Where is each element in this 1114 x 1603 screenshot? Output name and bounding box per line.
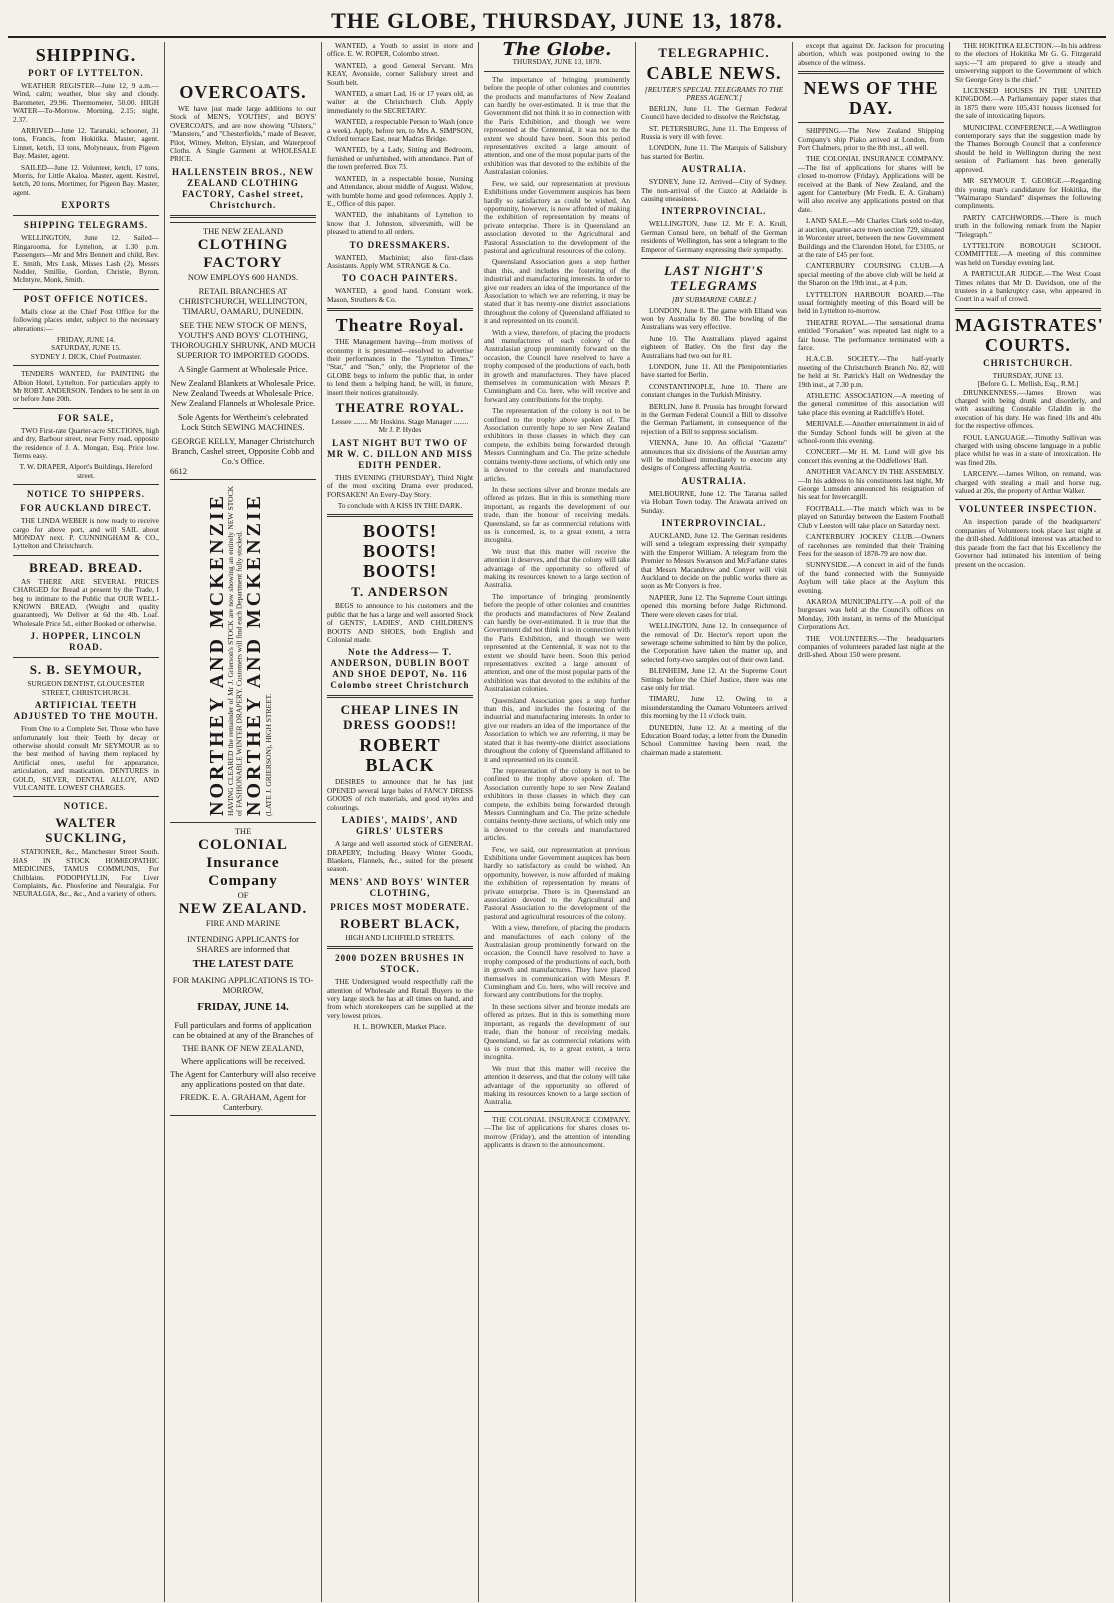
postmaster: SYDNEY J. DICK, Chief Postmaster.: [30, 351, 142, 361]
telegram: CONSTANTINOPLE, June 10. There are constant changes in the Turkish Ministry.: [641, 381, 787, 400]
hopper-signature: J. HOPPER, LINCOLN ROAD.: [30, 631, 142, 653]
nzcf-wholesale: A Single Garment at Wholesale Price.: [178, 363, 308, 374]
seymour-sub: SURGEON DENTIST, GLOUCESTER STREET, CHRISTCHURCH.: [27, 679, 145, 697]
news-item: LYTTELTON BOROUGH SCHOOL COMMITTEE.—A meeting of this committee was held on Tuesday evening last.: [955, 240, 1101, 267]
editorial-para: Few, we said, our representation at previous Exhibitions under Government auspices has been hardly so satisfactory as could be wished. An opportunity, however, is now afforded of making the exhibition of representation by means of private enterprise. There is in Queensland an association devoted to the Agricultural and Pastoral Association to the development of the pastoral and agricultural resources of the colony.: [484, 178, 630, 255]
divider: [13, 289, 159, 290]
editorial-date: THURSDAY, JUNE 13, 1878.: [512, 57, 602, 67]
saturday-mail: SATURDAY, JUNE 15.: [51, 343, 121, 353]
cheap-lines-heading: CHEAP LINES IN DRESS GOODS!!: [340, 702, 460, 733]
dressmakers-heading: TO DRESSMAKERS.: [349, 239, 451, 250]
telegram: TIMARU, June 12. Owing to a misunderstanding the Oamaru Volunteers arrived this morning by the 11 o'clock train.: [641, 694, 787, 721]
draper-signature: T. W. DRAPER, Alport's Buildings, Hereford street.: [19, 462, 153, 480]
anderson-address: Note the Address— T. ANDERSON, DUBLIN BOOT AND SHOE DEPOT, No. 116 Colombo street Christchurch: [330, 647, 470, 691]
sailed: SAILED—June 12. Volunteer, ketch, 17 tons, Morris, for Little Akaloa. Master, agent. Kestrel, ketch, 20 tons, Mortimer, for Pigeon Bay. Master, agent.: [13, 162, 159, 197]
news-item: LYTTELTON HARBOUR BOARD.—The usual fortnightly meeting of this Board will be held in Lyttelton to-morrow.: [798, 289, 944, 316]
divider: [13, 796, 159, 797]
suckling-name: WALTER SUCKLING,: [45, 815, 127, 846]
divider: [327, 946, 473, 949]
brushes-heading: 2000 DOZEN BRUSHES IN STOCK.: [335, 953, 465, 975]
seymour-name: S. B. SEYMOUR,: [29, 662, 143, 678]
telegram: NAPIER, June 12. The Supreme Court sittings opened this morning before Judge Richmond. There were eleven cases for trial.: [641, 592, 787, 619]
news-item: THE VOLUNTEERS.—The headquarters companies of volunteers paraded last night at the drill-shed. About 150 were present.: [798, 633, 944, 660]
nzcf-stock: SEE THE NEW STOCK OF MEN'S, YOUTH'S AND BOYS' CLOTHING, THOROUGHLY SHRUNK, AND MUCH SUPERIOR TO IMPORTED GOODS.: [170, 319, 316, 360]
telegram: MELBOURNE, June 12. The Tararua sailed via Hobart Town today. The Arawata arrived on Sunday.: [641, 488, 787, 515]
anderson-text: BEGS to announce to his customers and the public that he has a large and well assorted Stock of GENTS', LADIES', AND CHILDREN'S BOOTS AND SHOES, both English and Colonial made.: [327, 601, 473, 645]
news-item: MUNICIPAL CONFERENCE.—A Wellington contemporary says that the suggestion made by the Thames Borough Council that a conference should be held in Wellington during the next session of Parliament has been generally approved.: [955, 122, 1101, 174]
colonial-latest-date: THE LATEST DATE: [192, 957, 294, 970]
divider: [13, 215, 159, 216]
colonial-insurance-company: Insurance Company: [206, 854, 280, 889]
wanted-ad: WANTED, a good General Servant. Mrs KEAY, Avonside, corner Salisbury street and South belt.: [327, 60, 473, 87]
nzcf-line3: NOW EMPLOYS 600 HANDS.: [187, 271, 299, 282]
overcoats-text: WE have just made large additions to our Stock of MEN'S, YOUTHS', and BOYS' OVERCOATS, and are now showing "Ulsters," "Mansters," and "Chesterfields," made of Beaver, Pilot, Witney, Melton, Elysian, and Waterproof Cloths. A Single Garment at WHOLESALE PRICE.: [170, 104, 316, 164]
robert-black-signature: ROBERT BLACK,: [340, 915, 460, 931]
wanted-ad: WANTED, a Youth to assist in store and office. E. W. ROPER, Colombo street.: [327, 42, 473, 59]
column-courts: [950, 42, 1106, 1602]
theatre-notice: THE Management having—from motives of economy it is presumed—resolved to advertise their performances in the "Lyttelton Times," "Star," and "Sun," only, the Proprietor of the GLOBE begs to inform the public that, in order to lend them a helping hand, he will, in future, insert their notices gratuitously.: [327, 337, 473, 397]
editorial-para: Queensland Association goes a step further than this, and includes the fostering of the industrial and manufacturing interests. In order to give our readers an idea of the importance of the Association to which we are referring, it may be stated that it has twenty-one district associations throughout the colony of Queensland affiliated to it and represented on its council.: [484, 257, 630, 326]
colonial-friday: FRIDAY, JUNE 14.: [197, 1000, 289, 1013]
tenders-ad: TENDERS WANTED, for PAINTING the Albion Hotel, Lyttelton. For particulars apply to Mr ROBT. ANDERSON. Tenders to be sent in on or before June 20th.: [13, 369, 159, 404]
prices-moderate: PRICES MOST MODERATE.: [330, 901, 470, 912]
robert-black-heading: ROBERT BLACK: [359, 735, 441, 776]
news-item: MR SEYMOUR T. GEORGE.—Regarding this young man's candidature for Hokitika, the "Waimarapo Standard" dispenses the following compliments.: [955, 176, 1101, 211]
wanted-ad: WANTED, in a respectable house, Nursing and Attendance, about middle of August. Widow, with humble home and good references. Apply J. E., Office of this paper.: [327, 173, 473, 208]
northey-late: (LATE J. GRIERSON), HIGH STREET.: [263, 693, 273, 816]
news-item: THEATRE ROYAL.—The sensational drama entitled "Forsaken" was repeated last night to a fair house. The performance terminated with a farce.: [798, 317, 944, 352]
overcoats-heading: OVERCOATS.: [179, 82, 307, 102]
telegram: AUCKLAND, June 12. The German residents will send a telegram expressing their sympathy with the Emperor William. A telegram from the Premier to Messrs Swanson and McFarlane states that Messrs Macandrew and Conyer will visit Auckland to decide on the public works there as soon as Mr Conyers is free.: [641, 531, 787, 591]
news-item: MERIVALE.—Another entertainment in aid of the Sunday School funds will be given at the school-room this evening.: [798, 419, 944, 446]
divider: [798, 122, 944, 123]
christchurch-heading: CHRISTCHURCH.: [983, 357, 1073, 368]
northey-title-2: NORTHEY AND MCKENZIE: [243, 492, 266, 816]
submarine-line: [BY SUBMARINE CABLE.]: [671, 295, 757, 305]
divider: [13, 365, 159, 366]
theatre-royal: THEATRE ROYAL.: [335, 400, 465, 415]
divider: [170, 215, 316, 218]
telegrams-heading: SHIPPING TELEGRAMS.: [23, 220, 149, 231]
anderson-name: T. ANDERSON: [351, 584, 449, 600]
divider: [798, 71, 944, 74]
bowker-signature: H. L. BOWKER, Market Place.: [353, 1022, 447, 1032]
colonial-of: OF: [237, 889, 249, 900]
nzcf-kelly: GEORGE KELLY, Manager Christchurch Branch, Cashel street, Opposite Cobb and Co.'s Office.: [171, 435, 315, 466]
nzcf-number: 6612: [170, 465, 187, 476]
telegram: June 10. The Australians played against eighteen of Batley. On the first day the Australians had two out for 81.: [641, 333, 787, 360]
divider: [484, 1111, 630, 1112]
column-wanted: [322, 42, 479, 1602]
robert-black-text: DESIRES to announce that he has just OPENED several large bales of FANCY DRESS GOODS of rich materials, and good styles and colourings.: [327, 777, 473, 812]
news-item: THE HOKITIKA ELECTION.—In his address to the electors of Hokitika Mr G. G. Fitzgerald says:—"I am prepared to give a steady and unswerving support to the Government of which Sir George Grey is the chief.": [955, 42, 1102, 84]
news-item: ANOTHER VACANCY IN THE ASSEMBLY.—In his address to his constituents last night, Mr George Lumsden announced his resignation of his seat for Invercargill.: [798, 467, 944, 502]
colonial-nz: NEW ZEALAND.: [178, 900, 308, 917]
editorial-para: Queensland Association goes a step further than this, and includes the fostering of the industrial and manufacturing interests. In order to give our readers an idea of the importance of the Association to which we are referring, it may be stated that it has twenty-one district associations throughout the colony of Queensland affiliated to it and represented on its council.: [484, 695, 630, 764]
mens-clothing: MENS' AND BOYS' WINTER CLOTHING,: [329, 876, 471, 898]
editorial-para: The importance of bringing prominently before the people of other colonies and countries the products and manufactures of New Zealand can hardly be over-estimated. It is true that the Government did not think it so in connection with the Paris Exhibition, and though we were represented at the Centennial, it was not to the extent we should have been. Soon this period representatives excited a large amount of attention, and one of the most popular parts of the exhibition was that devoted to the exhibits of the Australasian colonies.: [484, 74, 630, 177]
theatre-lessee: Lessee ........ Mr Hoskins. Stage Manager ........ Mr J. P. Hydes: [331, 417, 469, 435]
columns: [8, 42, 1106, 1602]
news-item: H.A.C.B. SOCIETY.—The half-yearly meeting of the Christchurch Branch No. 82, will be held at St. Patrick's Hall on Wednesday the 19th inst., at 7.30 p.m.: [798, 354, 944, 389]
telegram: LONDON, June 8. The game with Elland was won by Australia by 80. The bowling of the Australians was very effective.: [641, 305, 787, 332]
northey-mckenzie-ad: [170, 486, 316, 816]
colonial-where: Where applications will be received.: [180, 1055, 306, 1066]
editorial-para: In these sections silver and bronze medals are offered as prizes. But in this is something more important, as regards the development of our trade, than the honour of receiving medals. Queensland, so far as commercial relations with us is concerned, is, to a great extent, a terra incognita.: [484, 1001, 630, 1062]
colonial-fire-marine: FIRE AND MARINE: [205, 917, 281, 928]
news-item: LICENSED HOUSES IN THE UNITED KINGDOM.—A Parliamentary paper states that in 1875 there were 105,431 houses licensed for the sale of intoxicating liquors.: [955, 86, 1101, 121]
news-item: LAND SALE.—Mr Charles Clark sold to-day, at auction, quarter-acre town section 729, situated in Worcester street, between the new Government Buildings and the Clarendon Hotel, for £3105, or at the rate of £45 per foot.: [798, 216, 944, 259]
nzcf-line1: THE NEW ZEALAND: [202, 225, 284, 236]
colonial-making: FOR MAKING APPLICATIONS IS TO-MORROW,: [172, 974, 314, 995]
volunteer-text: An inspection parade of the headquarters' companies of Volunteers took place last night at the drill-shed. Additional interest was attached to this parade from the fact that his Excellency the Governor had intimated his intention of being present on the occasion.: [955, 517, 1101, 569]
boots-heading: BOOTS! BOOTS! BOOTS!: [362, 521, 438, 582]
news-item: FOOTBALL.—The match which was to be played on Saturday between the Eastern Football Club v Leeston will take place on Saturday next.: [798, 503, 944, 530]
divider: [13, 657, 159, 658]
teeth-text: From One to a Complete Set. Those who have unfortunately lost their Teeth by decay or otherwise should consult Mr SEYMOUR as to the best method of having them replaced by Artificial ones, useful for appearance, articulation, and mastication. DENTURES in GOLD, SILVER, DENTAL ALLOY, AND VULCANITE. LOWEST CHARGES.: [13, 724, 159, 792]
telegram: VIENNA, June 10. An official "Gazette" announces that six divisions of the Austrian army will be mobilised immediately to execute any designs of Congress affecting Austria.: [641, 438, 787, 473]
shipping-telegrams: WELLINGTON, June 12. Sailed—Ringarooma, for Lyttelton, at 1.30 p.m. Passengers—Mr and Mrs Bennett and child, Rev. E. Smith, Mrs Lusk, Misses Lash (2), Messrs Nodder, Smillie, Gordon, Christie, Byron, McIntyre, Monk, Smith.: [13, 233, 159, 285]
divider: [641, 258, 787, 259]
news-item: CANTERBURY COURSING CLUB.—A special meeting of the above club will be held at the Sharon on the 19th inst., at 4 p.m.: [798, 261, 944, 288]
shippers-heading: NOTICE TO SHIPPERS.: [27, 489, 145, 500]
editorial-para: We trust that this matter will receive the attention it deserves, and that the colony will take advantage of the opportunity so offered of making its resources known to a large section of Australia.: [484, 1063, 630, 1107]
news-item: ATHLETIC ASSOCIATION.—A meeting of the general committee of this association will take place this evening at Radcliffe's Hotel.: [798, 391, 944, 417]
interprovincial-heading: INTERPROVINCIAL.: [661, 206, 767, 217]
column-shipping: [8, 42, 165, 1602]
news-item: SUNNYSIDE.—A concert in aid of the funds of the band connected with the Sunnyside Asylum will take place at the Asylum this evening.: [798, 560, 944, 595]
brushes-text: THE Undersigned would respectfully call the attention of Wholesale and Retail Buyers to the very large stock he has at all times on hand, and from which storekeepers can be supplied at the very lowest prices.: [327, 977, 473, 1020]
divider: [955, 308, 1101, 311]
ladies-ulsters: LADIES', MAIDS', AND GIRLS' ULSTERS: [341, 815, 459, 837]
nzcf-agents: Sole Agents for Wertheim's celebrated Lock Stitch SEWING MACHINES.: [177, 411, 309, 432]
theatre-evening: THIS EVENING (THURSDAY), Third Night of the most exciting Drama ever produced, FORSAKEN! An Every-Day Story.: [327, 472, 473, 499]
editorial-para: Few, we said, our representation at previous Exhibitions under Government auspices has been hardly so satisfactory as could be wished. An opportunity, however, is now afforded of making the exhibition of representation by means of private enterprise. There is in Queensland an association devoted to the Agricultural and Pastoral Association to the development of the pastoral and agricultural resources of the colony.: [484, 844, 630, 921]
colonial-bank: THE BANK OF NEW ZEALAND,: [182, 1042, 304, 1053]
telegraphic-heading: TELEGRAPHIC.: [658, 45, 770, 60]
coach-text: WANTED, a good hand. Constant work. Mason, Struthers & Co.: [327, 286, 473, 304]
telegram: LONDON, June 11. The Marquis of Salisbury has started for Berlin.: [641, 143, 787, 161]
post-office-heading: POST OFFICE NOTICES.: [23, 293, 149, 304]
hallenstein-signature: HALLENSTEIN BROS., NEW ZEALAND CLOTHING FACTORY, Cashel street, Christchurch.: [171, 166, 315, 210]
editorial-para: With a view, therefore, of placing the products and manufactures of each colony of the Australasian group prominently forward on the occasion, the Council have resolved to have a trophy composed of the productions of each, both in growth and manufactures. They have placed themselves in communication with Messrs P. Cunningham and Co. here, who will receive and forward any contributions for the trophy.: [484, 327, 630, 404]
column-telegraphic: [636, 42, 793, 1602]
news-item: A PARTICULAR JUDGE.—The West Coast Times relates that Mr D. Davidson, one of the trustees in a bankruptcy case, who appeared in Court in a waif of crowd.: [955, 269, 1101, 304]
notice-heading: NOTICE.: [63, 801, 109, 812]
masthead: THE GLOBE, THURSDAY, JUNE 13, 1878.: [8, 6, 1106, 38]
colonial-agent-text: The Agent for Canterbury will also receive any applications posted on that date.: [170, 1068, 316, 1089]
colonial-title: COLONIAL: [198, 836, 288, 853]
theatre-last-night: LAST NIGHT BUT TWO OF MR W. C. DILLON AND MISS EDITH PENDER.: [327, 437, 473, 470]
telegram: BLENHEIM, June 12. At the Supreme Court Sittings before the Chief Justice, there was one case only for trial.: [641, 666, 787, 692]
weather-register: WEATHER REGISTER—June 12, 9 a.m.—Wind, calm; weather, blue sky and cloudy. Barometer, 29.96. Thermometer, 50.00. HIGH WATER—To-Morrow. Morning, 2.15; night, 2.37.: [13, 81, 159, 124]
telegram: SYDNEY, June 12. Arrived—City of Sydney. The non-arrival of the Cuzco at Adelaide is causing uneasiness.: [641, 177, 787, 204]
court-case: DRUNKENNESS.—James Brown was charged with being drunk and disorderly, and with assaulting Constable Gladdin in the execution of his duty. He was fined 10s and 40s for the respective offences.: [955, 387, 1101, 431]
theatre-heading: Theatre Royal.: [335, 315, 465, 336]
colonial-the: THE: [234, 825, 252, 836]
news-item: AKAROA MUNICIPALITY.—A poll of the burgesses was held at the Council's offices on Monday, 10th instant, in terms of the Municipal Corporations Act.: [798, 596, 944, 632]
bread-heading: BREAD. BREAD.: [29, 559, 143, 575]
news-item: PARTY CATCHWORDS.—There is much truth in the following remark from the Napier "Telegraph.": [955, 212, 1101, 239]
news-item: CANTERBURY JOCKEY CLUB.—Owners of racehorses are reminded that their Training Fees for the season of 1878-79 are now due.: [798, 532, 944, 558]
for-sale-heading: FOR SALE,: [57, 412, 114, 423]
for-sale-text: TWO First-rate Quarter-acre SECTIONS, high and dry, Barbour street, near Ferry road, opposite the residence of J. A. Mongan, Esq. Price low. Terms easy.: [13, 425, 159, 460]
telegram: WELLINGTON, June 12. In consequence of the removal of Dr. Hector's report upon the sewerage scheme submitted to him by the police, the Corporation have taken the matter up, and selected forty-two samples out of their own land.: [641, 621, 787, 664]
telegram: BERLIN, June 11. The German Federal Council have decided to dissolve the Reichstag.: [641, 103, 787, 122]
editorial-title: The Globe.: [502, 42, 612, 60]
telegram: WELLINGTON, June 12. Mr F. A. Krull, German Consul here, on behalf of the German residents of Wellington, has sent a telegram to the Emperor of Germany expressing their sympathy.: [641, 219, 787, 254]
australia-heading-2: AUSTRALIA.: [681, 475, 747, 486]
general-drapery: A large and well assorted stock of GENERAL DRAPERY, Including Heavy Winter Goods, Blankets, Flannels, &c., suited for the present season.: [327, 839, 473, 874]
dressmakers-text: WANTED, Machinist; also first-class Assistants. Apply WM. STRANGE & Co.: [327, 252, 473, 270]
volunteer-heading: VOLUNTEER INSPECTION.: [958, 504, 1098, 515]
northey-title-1: NORTHEY AND MCKENZIE: [205, 492, 228, 816]
editorial-para: The representation of the colony is not to be confined to the trophy above spoken of. The Association currently hope to see New Zealand exhibitors in those classes in which they can compete, the exhibits being forwarded through Messrs Cunningham and Co. The prize schedule contains twenty-three sections, of which only one is devoted to the cereals and manufactured articles.: [484, 765, 630, 843]
column-ads-left: [165, 42, 322, 1602]
last-night-heading: LAST NIGHT'S TELEGRAMS: [664, 263, 764, 294]
divider: [13, 555, 159, 556]
telegram: ST. PETERSBURG, June 11. The Empress of Russia is very ill with fever.: [641, 123, 787, 142]
wanted-ad: WANTED, by a Lady, Sitting and Bedroom, furnished or unfurnished, with attendance. Part of the town preferred. Box 73.: [327, 145, 473, 172]
column-editorial: [479, 42, 636, 1602]
court-date: THURSDAY, JUNE 13.: [992, 370, 1064, 380]
auckland-heading: FOR AUCKLAND DIRECT.: [20, 503, 152, 514]
bread-text: AS THERE ARE SEVERAL PRICES CHARGED for Bread at present by the Trade, I beg to intimate to the Public that OUR WELL-KNOWN BREAD, (Weight and quality guaranteed), We Deliver at 6d the 4lb. Loaf. Wholesale Price 5d., either Booked or otherwise.: [13, 576, 159, 628]
northey-side-text: HAVING CLEARED the remainder of Mr J. Grierson's STOCK are now showing an entirely NEW STOCK of FASHIONABLE WINTER DRAPERY. Customers will find each Department fully stocked.: [226, 485, 244, 816]
court-case: LARCENY.—James Wilton, on remand, was charged with stealing a mail and horse rug, valued at 20s, the property of Arthur Walker.: [955, 469, 1101, 496]
colonial-graham: FREDK. E. A. GRAHAM, Agent for Canterbury.: [180, 1091, 306, 1112]
coach-heading: TO COACH PAINTERS.: [342, 273, 458, 284]
news-intro: except that against Dr. Jackson for procuring abortion, which was postponed owing to the absence of the witness.: [798, 42, 944, 67]
nzcf-retail: RETAIL BRANCHES AT CHRISTCHURCH, WELLINGTON, TIMARU, OAMARU, DUNEDIN.: [179, 285, 307, 316]
post-office-text: Mails close at the Chief Post Office for the following places under, subject to the necessary alterations:—: [13, 306, 159, 333]
telegram: DUNEDIN, June 12. At a meeting of the Education Board today, a letter from the Dunedin School Committee having been read, the chairman made a statement.: [641, 722, 787, 757]
friday-mail: FRIDAY, JUNE 14.: [57, 334, 115, 344]
divider: [13, 484, 159, 485]
divider: [955, 499, 1101, 500]
divider: [327, 514, 473, 517]
wanted-ad: WANTED, a respectable Person to Wash (once a week). Apply, before ten, to Mrs A. SIMPSON, Oxford terrace East, near Madras Bridge.: [327, 117, 473, 144]
nzcf-line2: CLOTHING FACTORY: [197, 236, 289, 271]
divider: [484, 71, 630, 72]
editorial-para: We trust that this matter will receive the attention it deserves, and that the colony will take advantage of the opportunity so offered of making its resources known to a large section of Australia.: [484, 546, 630, 590]
port-heading: PORT OF LYTTELTON.: [28, 68, 144, 78]
divider: [327, 308, 473, 311]
nz-clothing-factory-ad: [170, 222, 316, 480]
australia-heading: AUSTRALIA.: [681, 164, 747, 175]
news-item: CONCERT.—Mr H. M. Lund will give his concert this evening at the Oddfellows' Hall.: [798, 447, 944, 465]
auckland-text: THE LINDA WEBER is now ready to receive cargo for above port, and will SAIL about MONDAY next. P. CUNNINGHAM & CO., Lyttelton and Christchurch.: [13, 516, 159, 551]
robert-black-address: HIGH AND LICHFIELD STREETS.: [345, 932, 455, 942]
colonial-forms: Full particulars and forms of application can be obtained at any of the Branches of: [172, 1019, 314, 1040]
magistrates-heading: MAGISTRATES' COURTS.: [955, 314, 1104, 355]
suckling-text: STATIONER, &c., Manchester Street South. HAS IN STOCK HOMŒOPATHIC MEDICINES, TAMUS COMMUNIS, For Chilblains. PODOPHYLLIN, For Liver Complaints, &c. Phosferine and Neuralgia. For NEURALGIA, &c., &c., And a variety of others.: [13, 847, 159, 899]
divider: [13, 408, 159, 409]
colonial-intending: INTENDING APPLICANTS for SHARES are informed that: [187, 933, 299, 954]
teeth-heading: ARTIFICIAL TEETH ADJUSTED TO THE MOUTH.: [13, 700, 159, 722]
court-before: [Before G. L. Mellish, Esq., R.M.]: [977, 379, 1079, 389]
nzcf-blankets: New Zealand Blankets at Wholesale Price. New Zealand Tweeds at Wholesale Price. New Zealand Flannels at Wholesale Price.: [170, 377, 316, 408]
news-item: THE COLONIAL INSURANCE COMPANY.—The list of applications for shares will be closed to-morrow (Friday). Applications will be received at the Bank of New Zealand, and the agent for Canterbury (Mr Fredk. E. A. Graham) will also receive any applications posted on that date.: [798, 154, 944, 214]
wanted-ad: WANTED, a smart Lad, 16 or 17 years old, as waiter at the Christchurch Club. Apply immediately to the SECRETARY.: [327, 89, 473, 115]
colonial-insurance-ad: [170, 822, 316, 1116]
insurance-note: THE COLONIAL INSURANCE COMPANY.—The list of applications for shares closes to-morrow (Friday), and the attention of intending applicants is drawn to the announcement.: [484, 1114, 630, 1149]
news-of-day-heading: NEWS OF THE DAY.: [803, 78, 939, 119]
editorial-para: With a view, therefore, of placing the products and manufactures of each colony of the Australasian group prominently forward on the occasion, the Council have resolved to have a trophy composed of the productions of each, both in growth and manufactures. They have placed themselves in communication with Messrs P. Cunningham and Co. here, who will receive and forward any contributions for the trophy.: [484, 923, 630, 1000]
wanted-ad: WANTED, the inhabitants of Lyttelton to know that J. Johnston, silversmith, will be pleased to attend to all orders.: [327, 210, 473, 237]
telegram: BERLIN, June 8. Prussia has brought forward in the German Federal Council a Bill to dissolve the German Parliament, in consequence of the rejection of a Bill to suppress socialism.: [641, 401, 787, 436]
exports-heading: EXPORTS: [61, 200, 111, 211]
divider: [327, 695, 473, 698]
column-news: [793, 42, 950, 1602]
telegram: LONDON, June 11. All the Plenipotentiaries have started for Berlin.: [641, 361, 787, 380]
shipping-heading: SHIPPING.: [35, 45, 137, 65]
editorial-para: The importance of bringing prominently before the people of other colonies and countries the products and manufactures of New Zealand can hardly be over-estimated. It is true that the Government did not think it so in connection with the Paris Exhibition, and though we were represented at the Centennial, it was not to the extent we should have been. Soon this period representatives excited a large amount of attention, and one of the most popular parts of the exhibition was that devoted to the exhibits of the Australasian colonies.: [484, 591, 630, 694]
court-case: FOUL LANGUAGE.—Timothy Sullivan was charged with using obscene language in a public place whilst he was in a state of intoxication. He was fined 20s.: [955, 432, 1101, 467]
news-item: SHIPPING.—The New Zealand Shipping Company's ship Piako arrived at London, from Port Chalmers, prior to the 8th inst., all well.: [798, 126, 944, 153]
theatre-conclude: To conclude with A KISS IN THE DARK.: [337, 501, 463, 511]
interprovincial-heading-2: INTERPROVINCIAL.: [661, 518, 767, 529]
arrived: ARRIVED—June 12. Taranaki, schooner, 31 tons, Francis, from Hokitika. Master, agent. Linnet, ketch, 13 tons, Molyneaux, from Pigeon Bay. Master, agent.: [13, 126, 159, 161]
editorial-para: In these sections silver and bronze medals are offered as prizes. But in this is something more important, as regards the development of our trade, than the honour of receiving medals. Queensland, so far as commercial relations with us is concerned, is, to a great extent, a terra incognita.: [484, 484, 630, 545]
reuters-line: [REUTER'S SPECIAL TELEGRAMS TO THE PRESS AGENCY.]: [644, 85, 784, 103]
cable-news-heading: CABLE NEWS.: [646, 63, 782, 83]
editorial-para: The representation of the colony is not to be confined to the trophy above spoken of. The Association currently hope to see New Zealand exhibitors in those classes in which they can compete, the exhibits being forwarded through Messrs Cunningham and Co. The prize schedule contains twenty-three sections, of which only one is devoted to the cereals and manufactured articles.: [484, 406, 630, 483]
